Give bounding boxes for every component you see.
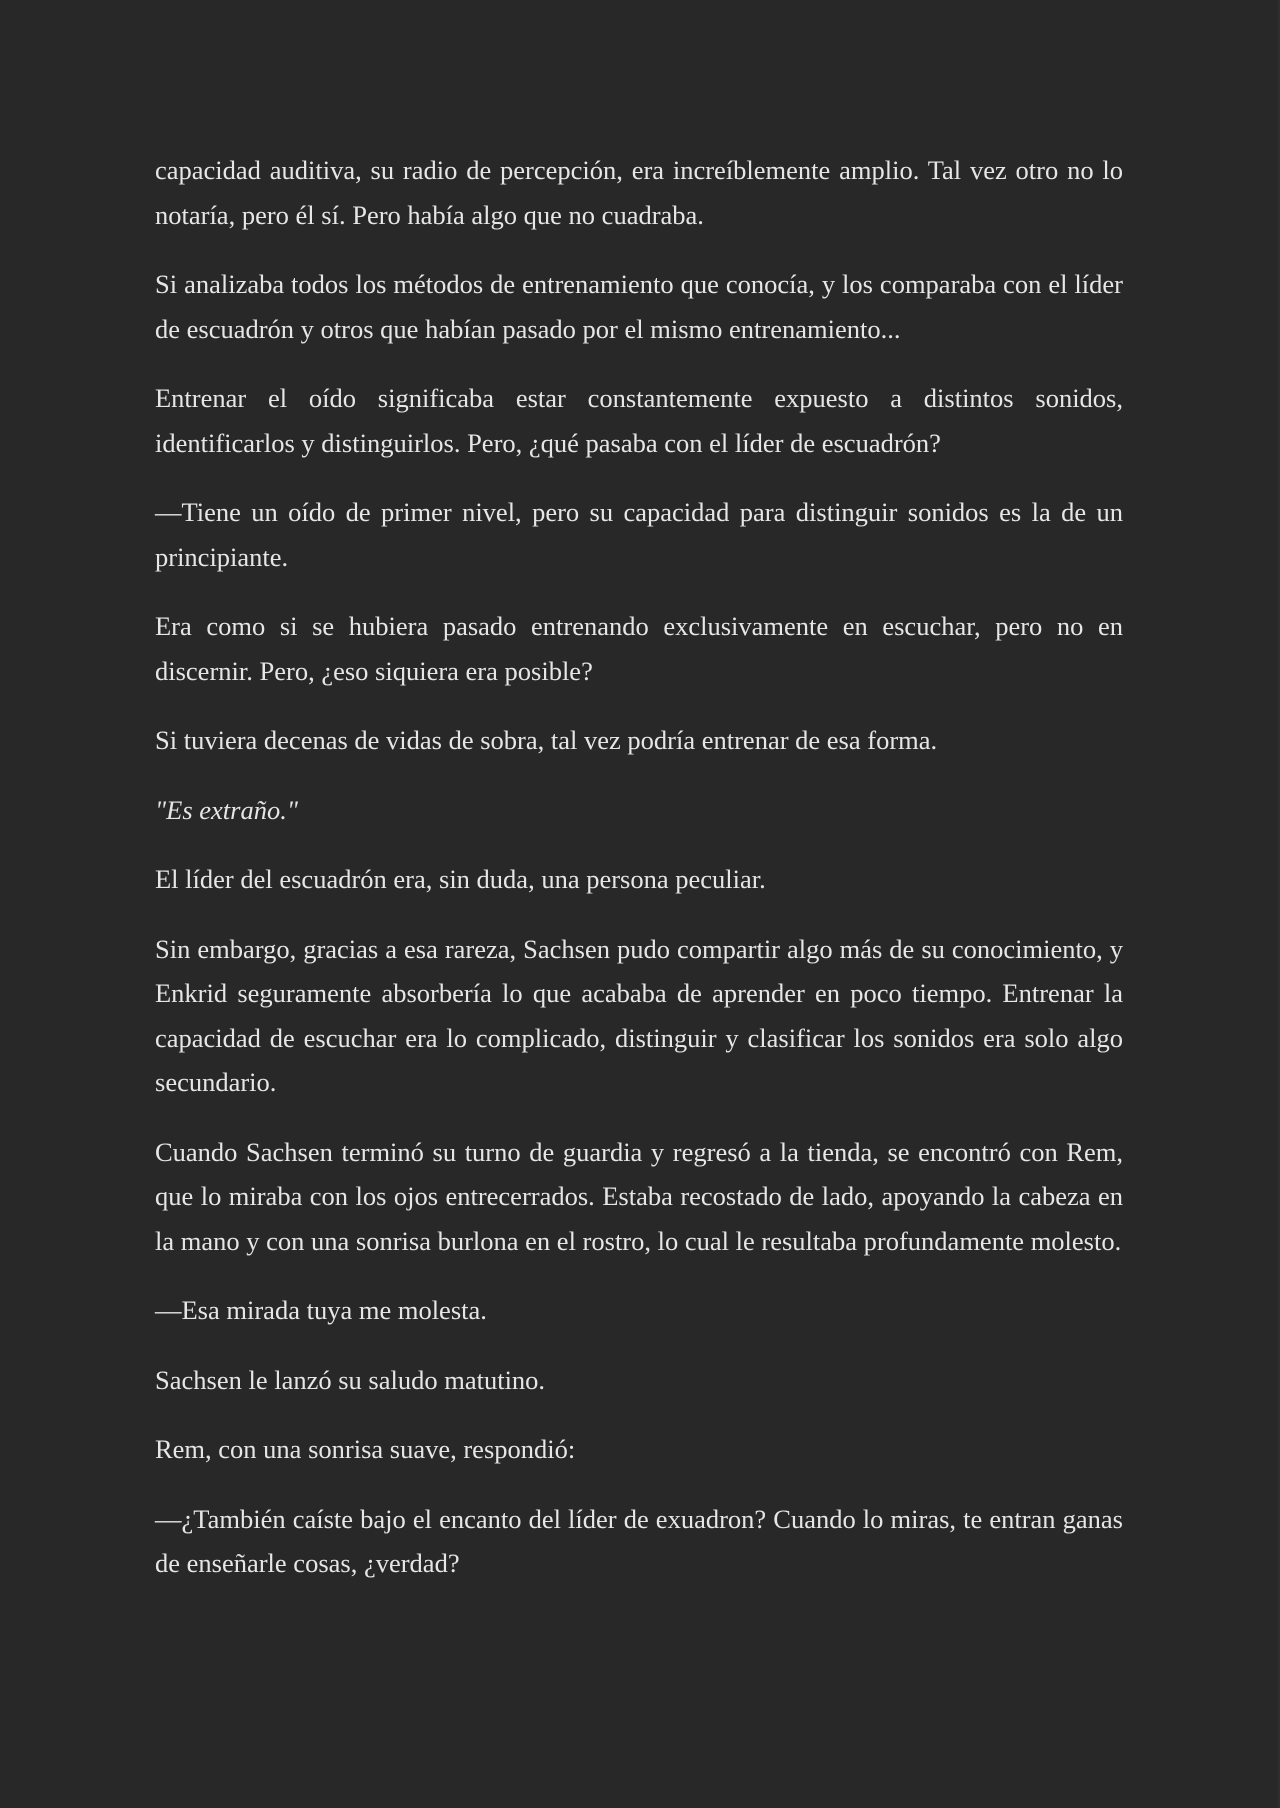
paragraph-1: capacidad auditiva, su radio de percepción, era increíblemente amplio. Tal vez otro no lo notaría, pero él sí. Pero había algo que no cuadraba. <box>155 155 1123 230</box>
paragraph-14: —¿También caíste bajo el encanto del líder de exuadron? Cuando lo miras, te entran ganas de enseñarle cosas, ¿verdad? <box>155 1503 1123 1578</box>
paragraph-5: Era como si se hubiera pasado entrenando exclusivamente en escuchar, pero no en discernir. Pero, ¿eso siquiera era posible? <box>155 611 1123 686</box>
paragraph-9: Sin embargo, gracias a esa rareza, Sachsen pudo compartir algo más de su conocimiento, y Enkrid seguramente absorbería lo que acababa de aprender en poco tiempo. Entrenar la capacidad de escuchar era lo complicado, distinguir y clasificar los sonidos era solo algo secundario. <box>155 933 1123 1097</box>
paragraph-10: Cuando Sachsen terminó su turno de guardia y regresó a la tienda, se encontró con Rem, que lo miraba con los ojos entrecerrados. Estaba recostado de lado, apoyando la cabeza en la mano y con una sonrisa burlona en el rostro, lo cual le resultaba profundamente molesto. <box>155 1136 1123 1256</box>
paragraph-12: Sachsen le lanzó su saludo matutino. <box>155 1364 546 1395</box>
paragraph-8: El líder del escuadrón era, sin duda, una persona peculiar. <box>155 864 766 894</box>
paragraph-7-thought: "Es extraño." <box>155 794 298 825</box>
paragraph-4: —Tiene un oído de primer nivel, pero su capacidad para distinguir sonidos es la de un principiante. <box>155 497 1123 572</box>
paragraph-2: Si analizaba todos los métodos de entrenamiento que conocía, y los comparaba con el líder de escuadrón y otros que habían pasado por el mismo entrenamiento... <box>155 269 1123 344</box>
reader-content <box>155 148 1123 1611</box>
paragraph-3: Entrenar el oído significaba estar constantemente expuesto a distintos sonidos, identificarlos y distinguirlos. Pero, ¿qué pasaba con el líder de escuadrón? <box>155 383 1123 458</box>
paragraph-13: Rem, con una sonrisa suave, respondió: <box>155 1434 576 1464</box>
paragraph-11: —Esa mirada tuya me molesta. <box>155 1295 487 1325</box>
paragraph-6: Si tuviera decenas de vidas de sobra, tal vez podría entrenar de esa forma. <box>155 725 938 755</box>
